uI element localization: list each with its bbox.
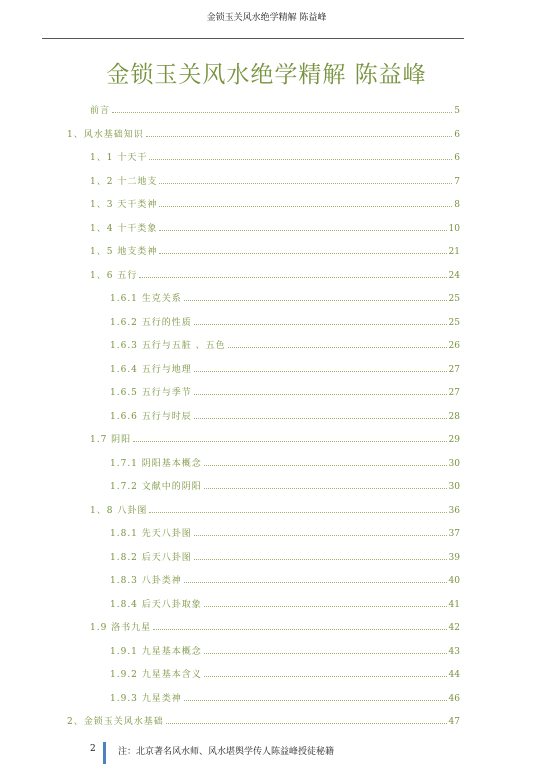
- toc-entry-page: 41: [448, 599, 460, 610]
- toc-entry-title: 1.6.2 五行的性质: [110, 317, 192, 328]
- toc-entry-page: 39: [448, 552, 460, 563]
- toc-leader-dots: [194, 324, 447, 325]
- toc-entry-page: 27: [448, 388, 460, 398]
- toc-entry-page: 37: [448, 529, 460, 539]
- toc-entry[interactable]: [110, 290, 460, 304]
- toc-entry-page: 30: [448, 458, 460, 469]
- toc-leader-dots: [184, 300, 447, 301]
- toc-entry-page: 27: [448, 364, 460, 375]
- toc-leader-dots: [159, 253, 446, 254]
- toc-entry-title: 1.9 洛书九星: [90, 623, 152, 633]
- toc-entry-title: 1.9.3 九星类神: [110, 693, 182, 704]
- toc-entry[interactable]: [90, 149, 460, 163]
- toc-entry-page: 25: [448, 317, 460, 328]
- toc-entry-title: 1、1 十天干: [90, 153, 148, 163]
- toc-entry[interactable]: [110, 572, 460, 586]
- toc-leader-dots: [139, 277, 446, 278]
- toc-leader-dots: [194, 418, 447, 419]
- toc-entry[interactable]: [110, 384, 460, 398]
- toc-leader-dots: [194, 394, 447, 395]
- toc-leader-dots: [204, 606, 447, 607]
- toc-entry-page: 24: [448, 270, 460, 281]
- toc-entry[interactable]: [110, 408, 460, 422]
- toc-leader-dots: [112, 112, 452, 113]
- toc-entry-page: 40: [448, 576, 460, 586]
- toc-leader-dots: [159, 183, 452, 184]
- toc-entry[interactable]: [90, 220, 460, 234]
- toc-entry-page: 5: [454, 106, 460, 116]
- toc-entry-title: 1、4 十干类象: [90, 223, 158, 234]
- toc-leader-dots: [184, 700, 447, 701]
- toc-entry-title: 1、5 地支类神: [90, 247, 158, 257]
- toc-entry-title: 1.9.2 九星基本含义: [110, 670, 202, 680]
- toc-leader-dots: [146, 136, 453, 137]
- toc-entry-page: 6: [454, 129, 460, 140]
- toc-leader-dots: [153, 629, 446, 630]
- toc-entry-title: 1、6 五行: [90, 270, 138, 281]
- toc-entry[interactable]: [110, 666, 460, 680]
- header-divider: [42, 38, 464, 39]
- toc-entry-page: 44: [448, 670, 460, 680]
- toc-entry-title: 1.8.4 后天八卦取象: [110, 599, 202, 610]
- toc-entry-page: 7: [454, 176, 460, 187]
- toc-entry-title: 1.9.1 九星基本概念: [110, 646, 202, 657]
- toc-leader-dots: [228, 347, 447, 348]
- toc-leader-dots: [159, 206, 452, 207]
- toc-entry[interactable]: [90, 102, 460, 116]
- toc-entry[interactable]: [90, 196, 460, 210]
- toc-entry[interactable]: [110, 314, 460, 328]
- document-title: 金锁玉关风水绝学精解 陈益峰: [106, 62, 427, 88]
- toc-entry-page: 30: [448, 482, 460, 492]
- toc-entry[interactable]: [110, 525, 460, 539]
- toc-entry-page: 36: [448, 505, 460, 516]
- toc-entry[interactable]: [90, 267, 460, 281]
- toc-entry[interactable]: [90, 431, 460, 445]
- footer-note: 注：北京著名风水师、风水堪舆学传人陈益峰授徒秘籍: [118, 747, 335, 757]
- toc-leader-dots: [149, 512, 446, 513]
- toc-entry-page: 8: [454, 200, 460, 210]
- toc-entry[interactable]: [67, 126, 460, 140]
- toc-entry[interactable]: [110, 478, 460, 492]
- toc-entry-title: 1.7.1 阴阳基本概念: [110, 458, 202, 469]
- toc-entry-title: 1.8.2 后天八卦图: [110, 552, 192, 563]
- toc-entry-title: 1、2 十二地支: [90, 176, 158, 187]
- toc-entry[interactable]: [90, 619, 460, 633]
- toc-entry[interactable]: [90, 502, 460, 516]
- toc-leader-dots: [166, 723, 447, 724]
- toc-entry-title: 1、8 八卦图: [90, 505, 148, 516]
- toc-entry[interactable]: [90, 243, 460, 257]
- toc-entry-title: 1、3 天干类神: [90, 200, 158, 210]
- toc-leader-dots: [194, 535, 447, 536]
- toc-entry-page: 46: [448, 693, 460, 704]
- toc-entry[interactable]: [67, 713, 460, 727]
- toc-leader-dots: [204, 488, 447, 489]
- toc-leader-dots: [204, 676, 447, 677]
- toc-entry-page: 26: [448, 341, 460, 351]
- toc-entry[interactable]: [110, 455, 460, 469]
- toc-leader-dots: [133, 441, 446, 442]
- toc-entry[interactable]: [110, 643, 460, 657]
- toc-entry-title: 前言: [90, 106, 111, 116]
- toc-entry-page: 47: [448, 717, 460, 727]
- toc-entry[interactable]: [110, 596, 460, 610]
- toc-entry-page: 43: [448, 646, 460, 657]
- toc-entry-page: 10: [448, 223, 460, 234]
- toc-entry-page: 21: [448, 247, 460, 257]
- toc-entry-page: 29: [448, 435, 460, 445]
- toc-entry[interactable]: [110, 361, 460, 375]
- toc-entry-page: 6: [454, 153, 460, 163]
- toc-entry-title: 2、金锁玉关风水基础: [67, 717, 164, 727]
- toc-entry-title: 1、风水基础知识: [67, 129, 144, 140]
- toc-leader-dots: [159, 230, 446, 231]
- toc-leader-dots: [204, 653, 447, 654]
- toc-leader-dots: [184, 582, 447, 583]
- toc-entry-title: 1.6.4 五行与地理: [110, 364, 192, 375]
- toc-leader-dots: [194, 559, 447, 560]
- toc-entry-title: 1.7 阴阳: [90, 435, 132, 445]
- toc-entry[interactable]: [110, 549, 460, 563]
- toc-entry-title: 1.7.2 文献中的阴阳: [110, 482, 202, 492]
- toc-entry-title: 1.8.1 先天八卦图: [110, 529, 192, 539]
- footer-accent-bar: [103, 742, 106, 764]
- page-number: 2: [90, 744, 96, 754]
- toc-entry-title: 1.6.3 五行与五脏 、五色: [110, 341, 226, 351]
- toc-entry-title: 1.6.6 五行与时辰: [110, 411, 192, 422]
- toc-entry-title: 1.6.5 五行与季节: [110, 388, 192, 398]
- toc-entry-page: 25: [448, 294, 460, 304]
- toc-leader-dots: [194, 371, 447, 372]
- toc-entry[interactable]: [110, 690, 460, 704]
- toc-entry[interactable]: [110, 337, 460, 351]
- page-header: 金锁玉关风水绝学精解 陈益峰: [206, 13, 327, 23]
- toc-entry-title: 1.8.3 八卦类神: [110, 576, 182, 586]
- toc-entry-page: 42: [448, 623, 460, 633]
- toc-entry[interactable]: [90, 173, 460, 187]
- toc-entry-page: 28: [448, 411, 460, 422]
- toc-leader-dots: [149, 159, 452, 160]
- toc-leader-dots: [204, 465, 447, 466]
- toc-entry-title: 1.6.1 生克关系: [110, 294, 182, 304]
